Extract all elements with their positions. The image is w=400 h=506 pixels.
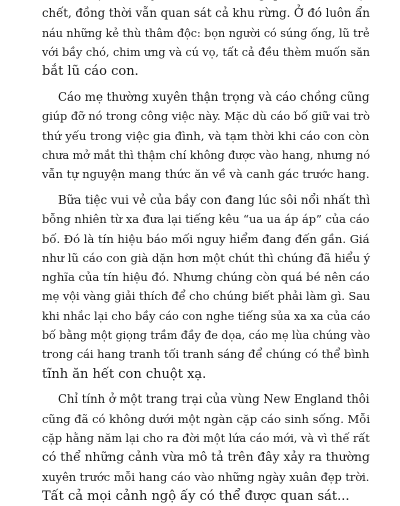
- text-line: chết, đồng thời vẫn quan sát cả khu rừng. Ở đó luôn ẩn: [42, 6, 370, 21]
- text-line: Chỉ tính ở một trang trại của vùng New England thôi: [58, 392, 370, 407]
- text-line: mẹ vội vàng giải thích để cho chúng biết phải làm gì. Sau: [42, 290, 371, 304]
- paragraph: [42, 390, 370, 506]
- text-line: Tất cả mọi cảnh ngộ ấy có thể được quan sát...: [42, 488, 350, 504]
- text-line: Cáo mẹ thường xuyên thận trọng và cáo chồng cũng: [58, 89, 370, 104]
- text-line: có thể những cảnh vừa mô tả trên đây xảy ra thường: [42, 450, 370, 465]
- text-line: với bầy chó, chim ưng và cú vọ, tất cả đều thèm muốn săn: [42, 45, 370, 59]
- text-line: náu những kẻ thù thâm độc: bọn người có súng ống, lũ trẻ: [42, 26, 370, 40]
- text-line: chưa mở mắt thì thậm chí không được vào hang, nhưng nó: [42, 148, 371, 162]
- text-line: bắt lũ cáo con.: [42, 64, 139, 80]
- text-line: thứ yếu trong việc gia đình, và tạm thời khi cáo con còn: [42, 128, 370, 143]
- text-line: cặp hằng năm lại cho ra đời một lứa cáo mới, và vì thế rất: [42, 432, 370, 446]
- text-line: bố. Đó là tín hiệu báo mối nguy hiểm đang đến gần. Giá: [42, 231, 370, 246]
- text-line: khi nhắc lại cho bầy cáo con nghe tiếng sủa xa xa của cáo: [42, 309, 371, 323]
- text-line: giúp đỡ nó trong công việc này. Mặc dù cáo bố giữ vai trò: [42, 110, 370, 124]
- text-line: bỗng nhiên từ xa đưa lại tiếng kêu “ua ua áp áp” của cáo: [42, 212, 370, 227]
- text-line: như lũ cáo con già dặn hơn một chút thì chúng đã hiểu ý: [42, 250, 371, 265]
- text-line: Bữa tiệc vui vẻ của bầy con đang lúc sôi nổi nhất thì: [58, 192, 371, 207]
- text-line: nghĩa của tín hiệu đó. Nhưng chúng còn quá bé nên cáo: [42, 270, 370, 285]
- text-line: cũng đã có không dưới một ngàn cặp cáo sinh sống. Mỗi: [42, 411, 371, 426]
- text-line: trong cái hang tranh tối tranh sáng để chúng có thể bình: [42, 348, 370, 362]
- text-line: vẫn tự nguyện mang thức ăn về và canh gác trước hang.: [42, 167, 370, 182]
- text-line: tĩnh ăn hết con chuột xạ.: [42, 366, 207, 382]
- paragraph: [42, 88, 370, 184]
- paragraph: [42, 0, 370, 81]
- paragraph: [42, 191, 370, 384]
- text-line: xuyên trước mỗi hang cáo vào những ngày xuân đẹp trời.: [42, 469, 370, 484]
- text-line: bố bằng một giọng trầm đầy đe dọa, cáo mẹ lùa chúng vào: [42, 329, 371, 343]
- body-text: [42, 0, 370, 506]
